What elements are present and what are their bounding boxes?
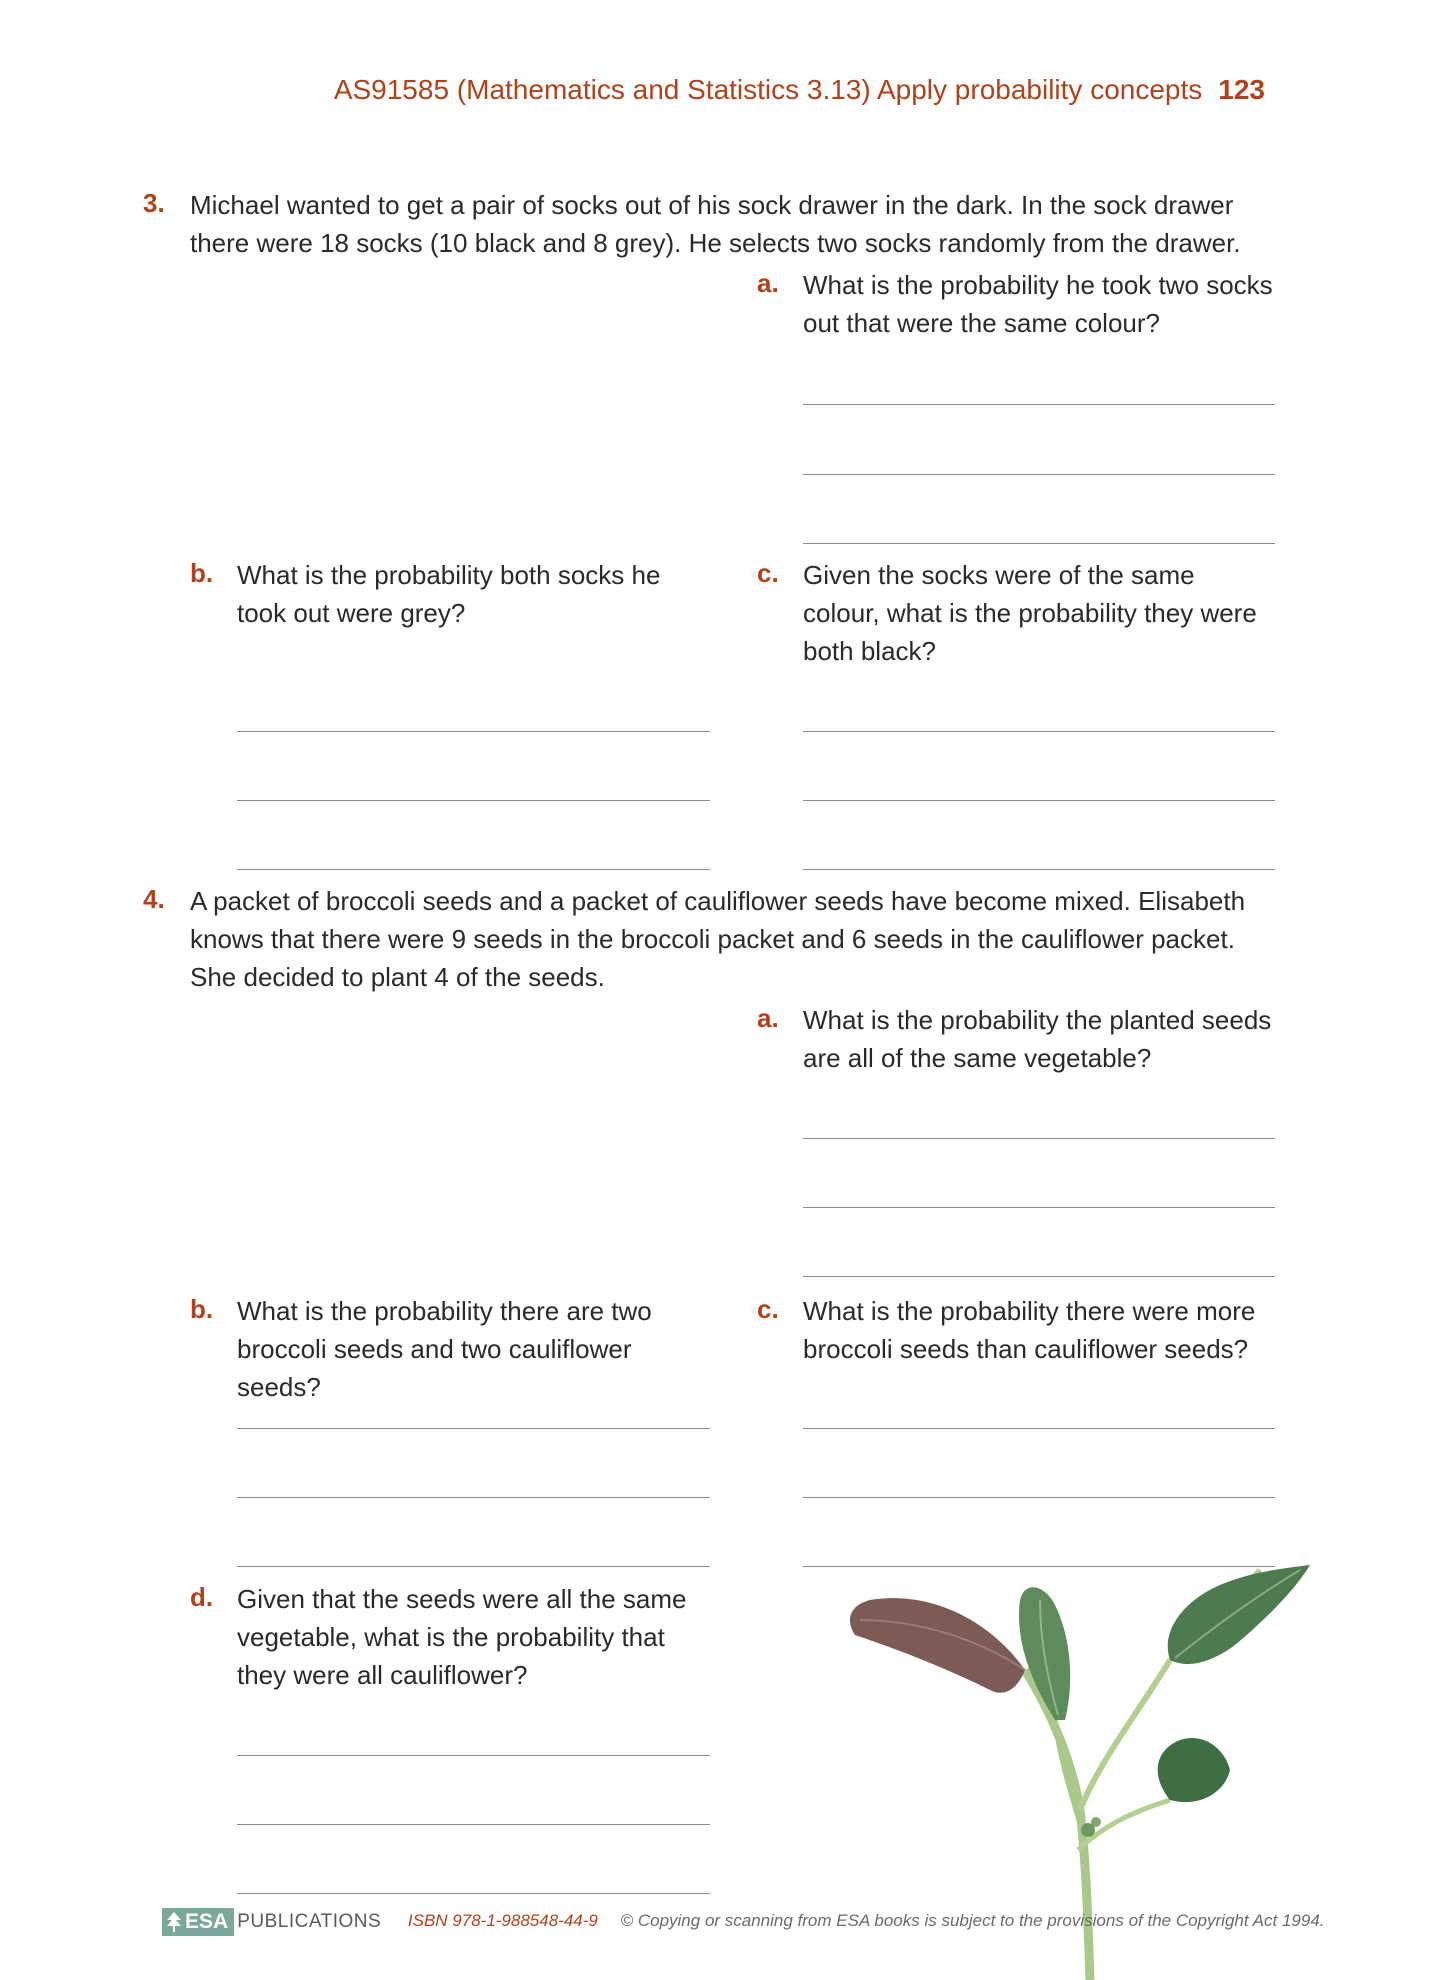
q3c-answer-line-3[interactable] (803, 869, 1275, 870)
q3c-text: Given the socks were of the same colour, what is the probability they were both black? (803, 560, 1257, 666)
q3c-answer-line-2[interactable] (803, 800, 1275, 801)
q4c-text: What is the probability there were more broccoli seeds than cauliflower seeds? (803, 1296, 1256, 1364)
page-footer (162, 1908, 1325, 1938)
q4b-label: b. (190, 1294, 214, 1324)
q4c-answer-line-2[interactable] (803, 1497, 1275, 1498)
page-number: 123 (1218, 74, 1265, 105)
esa-logo-box (162, 1908, 234, 1936)
q4c-label: c. (757, 1294, 779, 1324)
q4d-answer-line-3[interactable] (237, 1893, 710, 1894)
q3b-answer-line-1[interactable] (237, 731, 710, 732)
q4a-answer-line-2[interactable] (803, 1207, 1275, 1208)
q3c-label: c. (757, 558, 779, 588)
q4b-answer-line-2[interactable] (237, 1497, 710, 1498)
q4d-answer-line-1[interactable] (237, 1755, 710, 1756)
q4d-answer-line-2[interactable] (237, 1824, 710, 1825)
isbn-text: ISBN 978-1-988548-44-9 (407, 1911, 598, 1931)
page-header (165, 74, 1265, 106)
question-3-number: 3. (143, 188, 165, 218)
q3a-label: a. (757, 268, 779, 298)
q3a-answer-line-1[interactable] (803, 404, 1275, 405)
question-4-number: 4. (143, 884, 165, 914)
q4a-text: What is the probability the planted seeds are all of the same vegetable? (803, 1005, 1272, 1073)
q3b-answer-line-3[interactable] (237, 869, 710, 870)
q4a-label: a. (757, 1003, 779, 1033)
q3a-answer-line-3[interactable] (803, 543, 1275, 544)
q3c-answer-line-1[interactable] (803, 731, 1275, 732)
q4c-answer-line-1[interactable] (803, 1428, 1275, 1429)
q3a-answer-line-2[interactable] (803, 474, 1275, 475)
q3a-text: What is the probability he took two socks out that were the same colour? (803, 270, 1273, 338)
q4a-answer-line-3[interactable] (803, 1276, 1275, 1277)
q3b-label: b. (190, 558, 214, 588)
q4b-answer-line-3[interactable] (237, 1566, 710, 1567)
publications-word: PUBLICATIONS (237, 1911, 382, 1932)
esa-publications-logo (162, 1908, 381, 1936)
esa-tree-icon (166, 1912, 182, 1932)
q3b-text: What is the probability both socks he took out were grey? (237, 560, 661, 628)
q4a-answer-line-1[interactable] (803, 1138, 1275, 1139)
q4b-answer-line-1[interactable] (237, 1428, 710, 1429)
q3b-answer-line-2[interactable] (237, 800, 710, 801)
question-3-text: Michael wanted to get a pair of socks out of his sock drawer in the dark. In the sock drawer there were 18 socks (10 black and 8 grey). He selects two socks randomly from the drawer. (190, 190, 1241, 258)
header-title: AS91585 (Mathematics and Statistics 3.13) Apply probability concepts (333, 74, 1203, 105)
question-4-text: A packet of broccoli seeds and a packet of cauliflower seeds have become mixed. Elisabeth knows that there were 9 seeds in the broccoli packet and 6 seeds in the cauliflower packet. She decided to plant 4 of the seeds. (190, 886, 1246, 992)
q4d-label: d. (190, 1582, 214, 1612)
q4d-text: Given that the seeds were all the same vegetable, what is the probability that they were all cauliflower? (237, 1584, 687, 1690)
esa-logo-text: ESA (185, 1910, 229, 1933)
q4b-text: What is the probability there are two broccoli seeds and two cauliflower seeds? (237, 1296, 652, 1402)
copyright-text: © Copying or scanning from ESA books is subject to the provisions of the Copyright Act 1994. (620, 1911, 1325, 1931)
